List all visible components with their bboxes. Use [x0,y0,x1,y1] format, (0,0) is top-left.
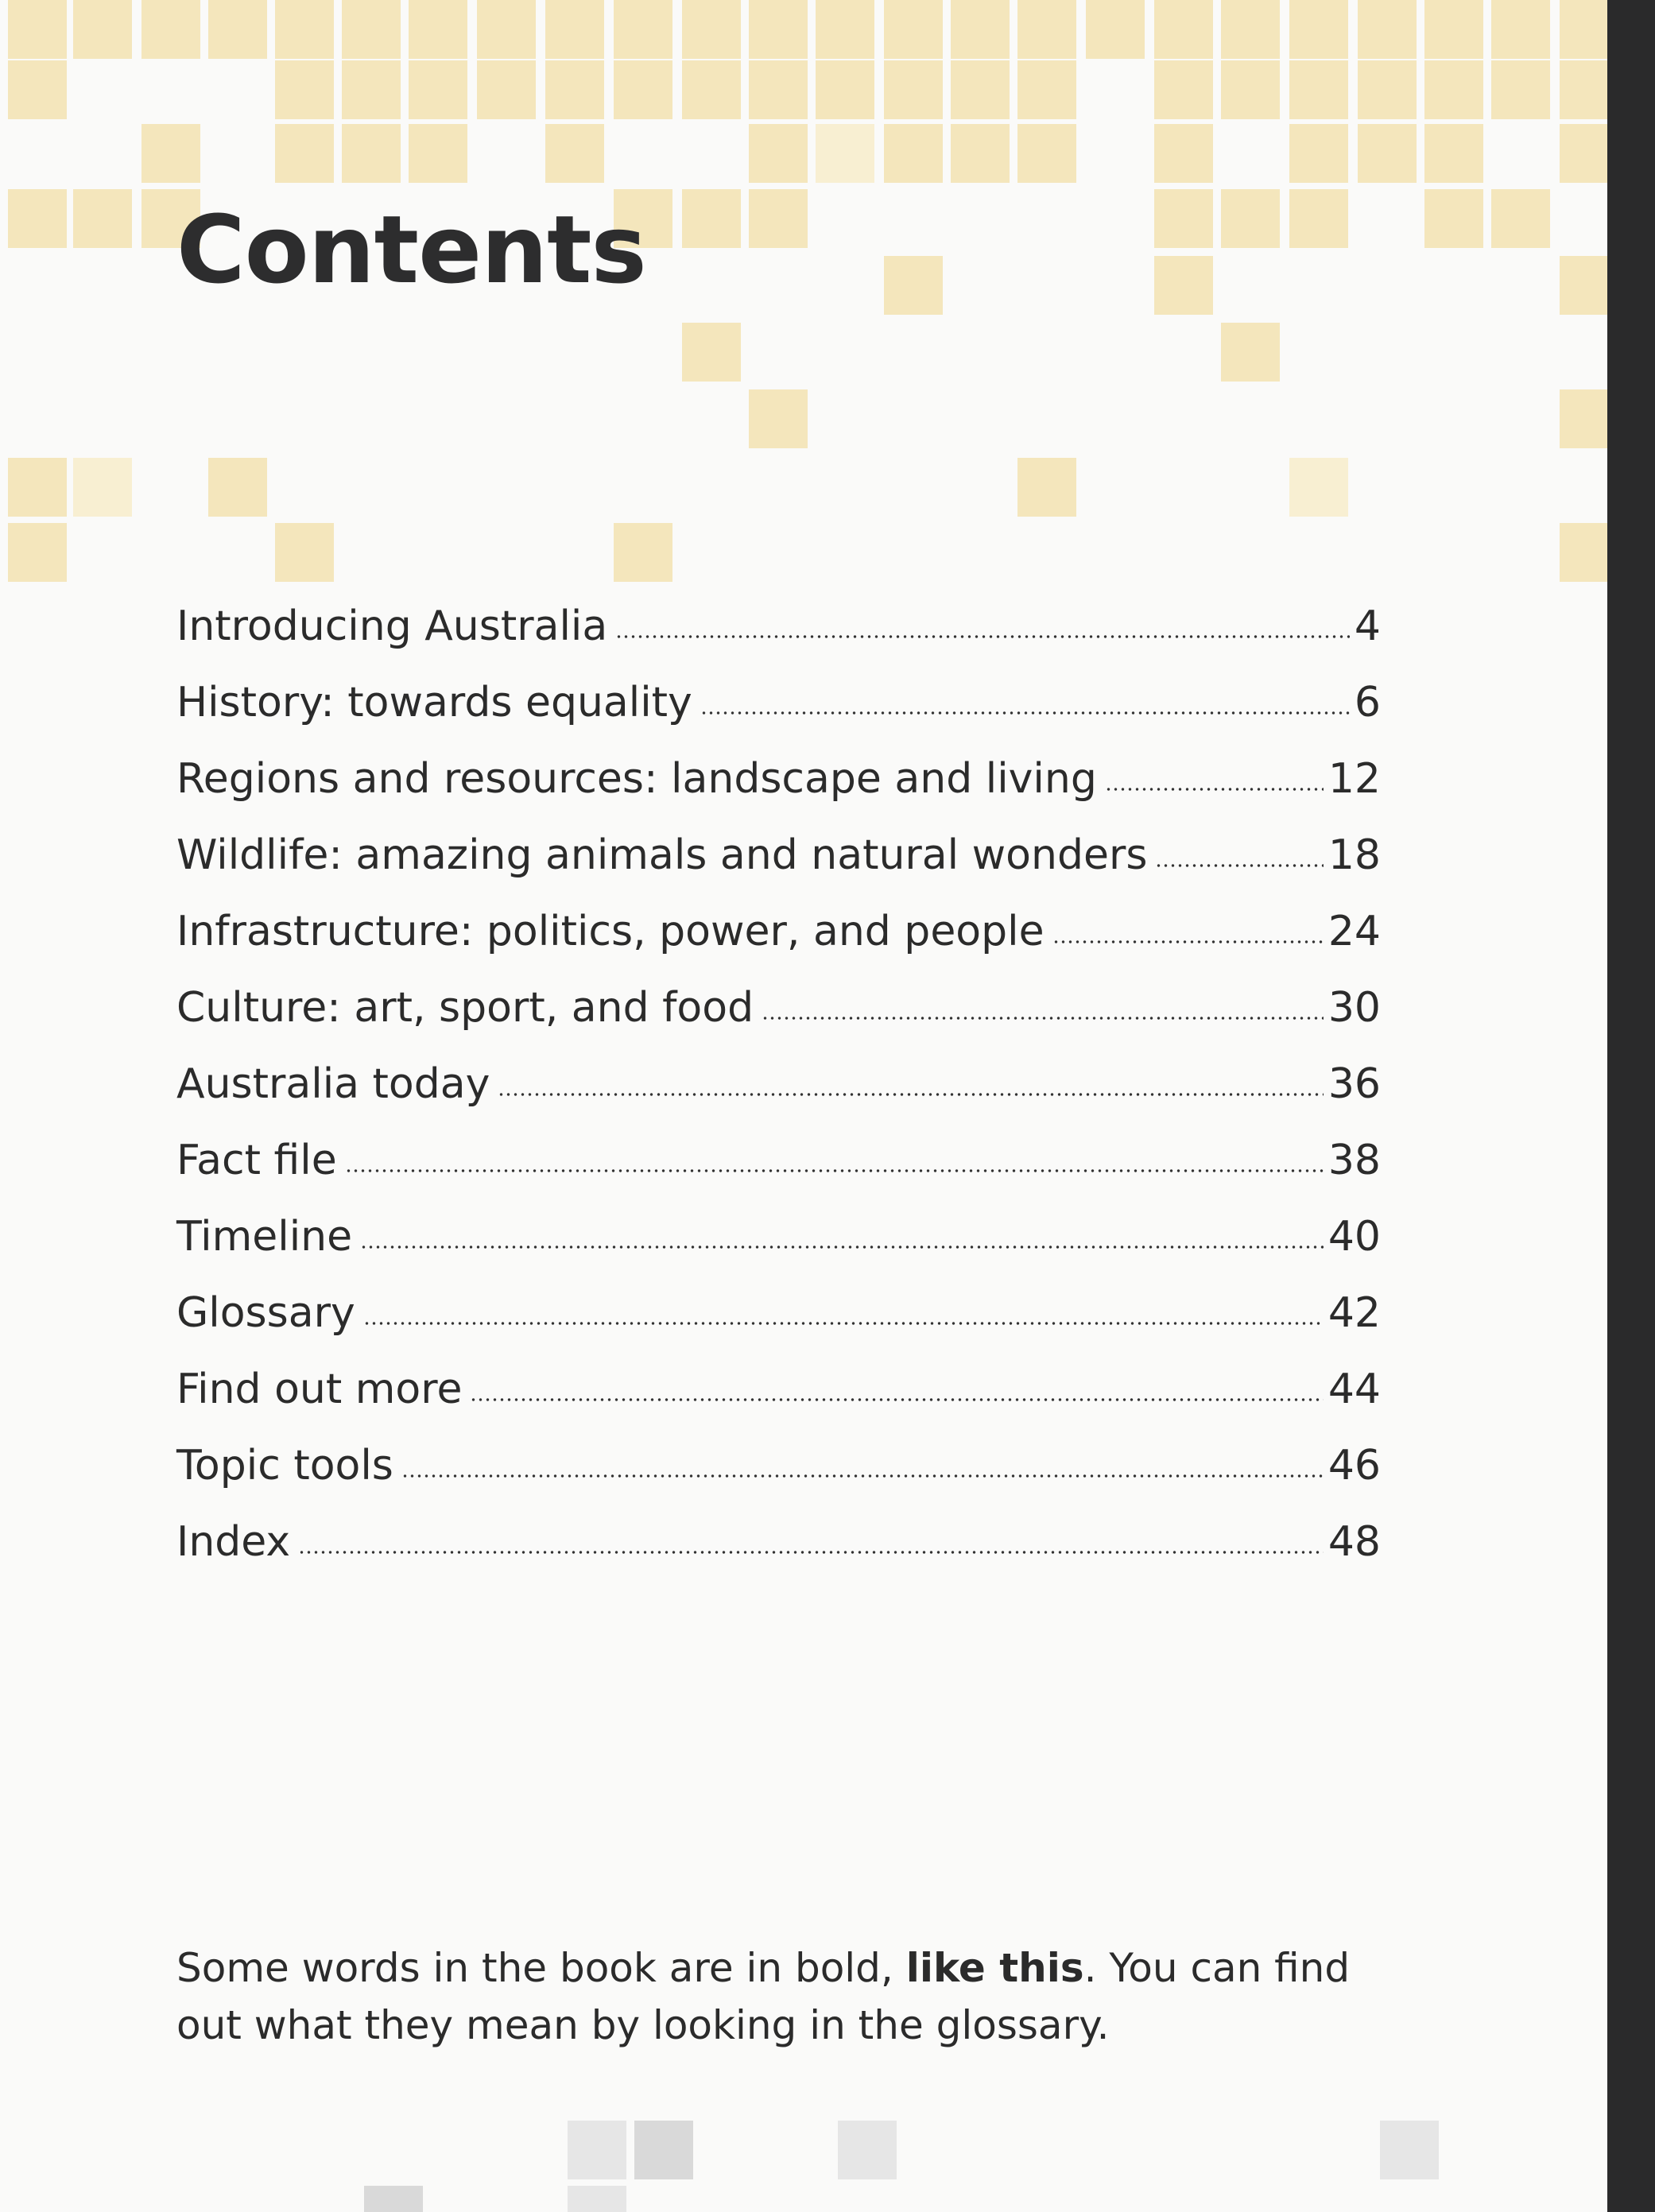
toc-entry[interactable] [176,1289,1381,1366]
toc-entry[interactable] [176,1442,1381,1518]
toc-entry-page: 6 [1354,679,1381,726]
decorative-tile [275,60,334,119]
decorative-tile [1221,323,1280,382]
decorative-tile [1424,124,1483,183]
dot-leader [762,1015,1324,1021]
toc-entry-title: Australia today [176,1060,490,1108]
decorative-tile [682,189,741,248]
decorative-tile [816,124,874,183]
toc-entry-page: 4 [1354,602,1381,650]
decorative-tile [409,0,467,59]
decorative-tile [1491,189,1550,248]
decorative-tile [545,0,604,59]
decorative-tile [8,189,67,248]
toc-entry-title: History: towards equality [176,679,692,726]
toc-entry[interactable] [176,831,1381,908]
decorative-tile [1491,60,1550,119]
toc-entry-title: Introducing Australia [176,602,608,650]
decorative-tile [951,0,1010,59]
decorative-tile [1289,60,1348,119]
decorative-tile [409,60,467,119]
decorative-tile [73,0,132,59]
decorative-tile [884,256,943,315]
decorative-tile [8,458,67,517]
decorative-tile [1424,60,1483,119]
decorative-tile [1086,0,1145,59]
decorative-tile [73,458,132,517]
decorative-tile [1560,256,1607,315]
decorative-tile [682,323,741,382]
decorative-tile [614,0,672,59]
decorative-tile [614,523,672,582]
decorative-tile [477,60,536,119]
toc-entry-title: Topic tools [176,1442,393,1490]
decorative-tile [749,124,808,183]
decorative-tile [1560,389,1607,448]
decorative-tile [8,0,67,59]
decorative-tile [838,2121,897,2179]
dot-leader [345,1168,1324,1174]
toc-entry-title: Culture: art, sport, and food [176,984,754,1032]
toc-entry[interactable] [176,1366,1381,1442]
decorative-tile [275,523,334,582]
decorative-tile [1380,2121,1439,2179]
toc-entry-page: 44 [1327,1366,1381,1413]
decorative-tile [1560,124,1607,183]
dot-leader [1155,862,1323,869]
decorative-tile [568,2186,626,2212]
toc-entry[interactable] [176,1518,1381,1594]
decorative-tile [614,60,672,119]
dot-leader [401,1473,1324,1479]
toc-entry-page: 46 [1327,1442,1381,1490]
decorative-tile [884,124,943,183]
decorative-tile [816,60,874,119]
glossary-note-bold-example: like this [905,1945,1084,1991]
decorative-tile [749,60,808,119]
toc-entry-title: Find out more [176,1366,463,1413]
decorative-tile [816,0,874,59]
decorative-tile [1491,0,1550,59]
dot-leader [1052,939,1324,945]
decorative-tile [1560,60,1607,119]
toc-entry-page: 24 [1327,908,1381,955]
toc-entry[interactable] [176,755,1381,831]
toc-entry-page: 38 [1327,1137,1381,1184]
decorative-tile [1289,458,1348,517]
dot-leader [363,1320,1324,1327]
decorative-tile [1017,124,1076,183]
decorative-tile [749,389,808,448]
decorative-tile [1358,0,1417,59]
dot-leader [700,710,1350,716]
decorative-tile [1154,256,1213,315]
decorative-tile [1560,523,1607,582]
toc-entry-page: 48 [1327,1518,1381,1566]
decorative-tile [1154,60,1213,119]
decorative-tile [8,523,67,582]
decorative-tile [1017,0,1076,59]
toc-entry-page: 12 [1327,755,1381,803]
decorative-tile [1154,189,1213,248]
toc-entry[interactable] [176,1213,1381,1289]
decorative-tile [8,60,67,119]
toc-entry-title: Timeline [176,1213,353,1261]
decorative-tile [141,0,200,59]
dot-leader [615,633,1350,640]
decorative-tile [634,2121,693,2179]
decorative-tile [1560,0,1607,59]
decorative-tile [1358,124,1417,183]
toc-entry[interactable] [176,908,1381,984]
book-spine-edge [1607,0,1655,2212]
toc-entry[interactable] [176,679,1381,755]
decorative-tile [1289,0,1348,59]
decorative-tile [545,124,604,183]
decorative-tile [73,189,132,248]
decorative-tile [477,0,536,59]
decorative-tile [1154,0,1213,59]
decorative-tile [141,124,200,183]
decorative-tile [342,60,401,119]
decorative-tile [208,458,267,517]
toc-entry-title: Fact file [176,1137,337,1184]
decorative-tile [1154,124,1213,183]
toc-entry[interactable] [176,1060,1381,1137]
decorative-tile [1358,60,1417,119]
glossary-note-text-end: . You can find out what they mean by looking in the glossary. [176,1945,1351,2048]
decorative-tile [275,0,334,59]
toc-entry-page: 40 [1327,1213,1381,1261]
dot-leader [360,1244,1324,1250]
toc-entry-title: Index [176,1518,291,1566]
decorative-tile [1017,60,1076,119]
decorative-tile [884,0,943,59]
glossary-note [176,1939,1369,2054]
decorative-tile [342,124,401,183]
decorative-tile [409,124,467,183]
toc-entry-title: Wildlife: amazing animals and natural wonders [176,831,1148,879]
decorative-tile [749,0,808,59]
toc-entry-page: 30 [1327,984,1381,1032]
decorative-tile [545,60,604,119]
decorative-tile [1221,0,1280,59]
toc-entry-title: Regions and resources: landscape and living [176,755,1097,803]
decorative-tile [682,0,741,59]
dot-leader [298,1549,1324,1555]
decorative-tile [749,189,808,248]
decorative-tile [1289,189,1348,248]
decorative-tile [568,2121,626,2179]
toc-entry-title: Infrastructure: politics, power, and people [176,908,1045,955]
decorative-tile [1424,189,1483,248]
decorative-tile [951,60,1010,119]
toc-entry-page: 42 [1327,1289,1381,1337]
decorative-tile [364,2186,423,2212]
decorative-tile [208,0,267,59]
table-of-contents [176,602,1381,1594]
decorative-tile [1289,124,1348,183]
decorative-tile [342,0,401,59]
decorative-tile [1221,60,1280,119]
decorative-tile [951,124,1010,183]
toc-entry-page: 18 [1327,831,1381,879]
toc-entry-title: Glossary [176,1289,355,1337]
dot-leader [1105,786,1324,792]
glossary-note-text: Some words in the book are in bold, [176,1945,906,1991]
page-title: Contents [176,195,646,304]
dot-leader [498,1091,1323,1098]
toc-entry[interactable] [176,602,1381,679]
decorative-tile [1017,458,1076,517]
decorative-tile [1424,0,1483,59]
toc-entry[interactable] [176,984,1381,1060]
toc-entry[interactable] [176,1137,1381,1213]
decorative-tile [275,124,334,183]
decorative-tile [682,60,741,119]
decorative-tile [884,60,943,119]
decorative-tile [1221,189,1280,248]
dot-leader [470,1397,1323,1403]
toc-entry-page: 36 [1327,1060,1381,1108]
